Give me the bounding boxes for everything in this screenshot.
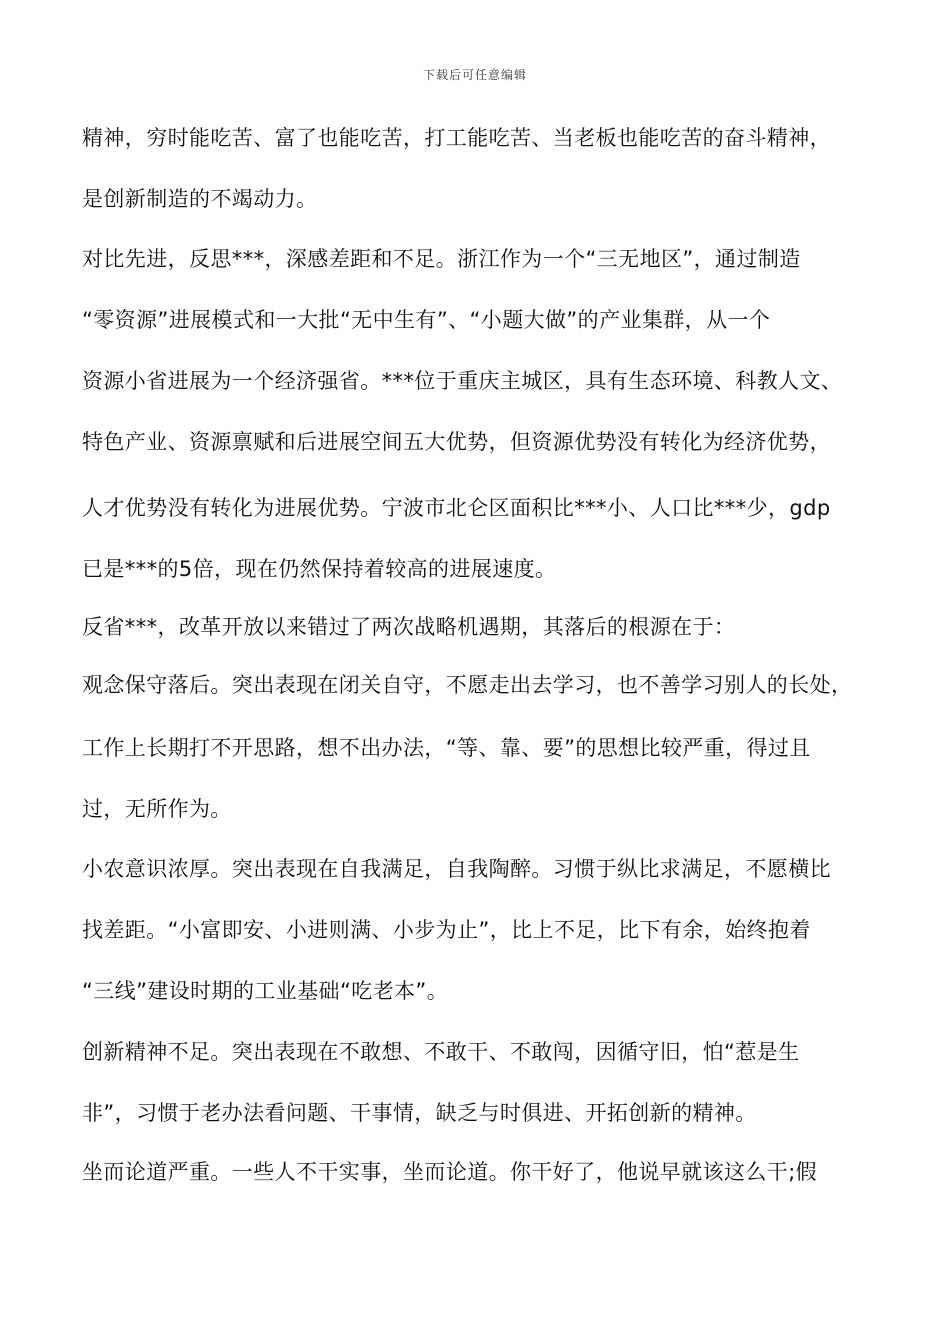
text-line: 找差距。“小富即安、小进则满、小步为止”，比上不足，比下有余，始终抱着 [82, 918, 811, 942]
text-line: 人才优势没有转化为进展优势。宁波市北仑区面积比***小、人口比***少，gdp [82, 496, 831, 520]
text-line: 创新精神不足。突出表现在不敢想、不敢干、不敢闯，因循守旧，怕“惹是生 [82, 1040, 800, 1064]
text-line: 过，无所作为。 [82, 797, 232, 821]
text-line: “三线”建设时期的工业基础“吃老本”。 [82, 979, 449, 1003]
text-line: 特色产业、资源禀赋和后进展空间五大优势，但资源优势没有转化为经济优势， [82, 430, 831, 454]
text-line: 资源小省进展为一个经济强省。***位于重庆主城区，具有生态环境、科教人文、 [82, 369, 843, 393]
page-header: 下载后可任意编辑 [422, 68, 527, 82]
text-line: 反省***，改革开放以来错过了两次战略机遇期，其落后的根源在于： [82, 615, 736, 639]
text-line: 是创新制造的不竭动力。 [82, 187, 318, 211]
text-line: “零资源”进展模式和一大批“无中生有”、“小题大做”的产业集群，从一个 [82, 308, 771, 332]
text-line: 已是***的5倍，现在仍然保持着较高的进展速度。 [82, 557, 557, 581]
text-line: 非”，习惯于老办法看问题、干事情，缺乏与时俱进、开拓创新的精神。 [82, 1101, 757, 1125]
text-line: 工作上长期打不开思路，想不出办法，“等、靠、要”的思想比较严重，得过且 [82, 736, 811, 760]
text-line: 精神，穷时能吃苦、富了也能吃苦，打工能吃苦、当老板也能吃苦的奋斗精神， [82, 126, 831, 150]
text-line: 小农意识浓厚。突出表现在自我满足，自我陶醉。习惯于纵比求满足，不愿横比 [82, 857, 831, 881]
text-line: 坐而论道严重。一些人不干实事，坐而论道。你干好了，他说早就该这么干;假 [82, 1160, 818, 1184]
text-line: 观念保守落后。突出表现在闭关自守，不愿走出去学习，也不善学习别人的长处， [82, 673, 853, 697]
text-line: 对比先进，反思***，深感差距和不足。浙江作为一个“三无地区”，通过制造 [82, 247, 801, 271]
